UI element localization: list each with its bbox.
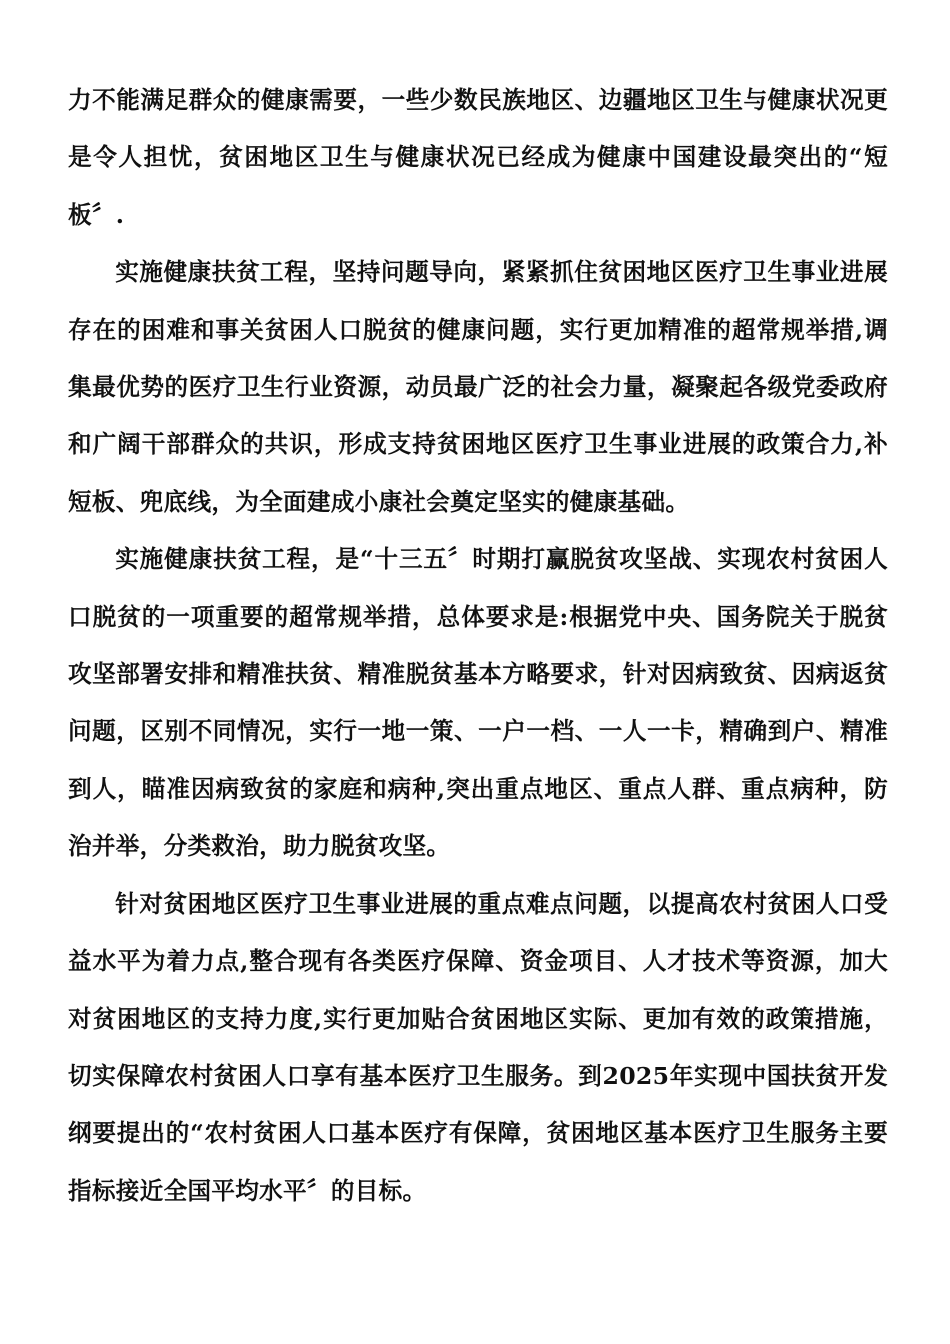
paragraph-overall-requirements: 实施健康扶贫工程，是“十三五〞时期打赢脱贫攻坚战、实现农村贫困人口脱贫的一项重要的超常规举措，总体要求是:根据党中央、国务院关于脱贫攻坚部署安排和精准扶贫、精准脱贫基本方略要求，针对因病致贫、因病返贫问题，区别不同情况，实行一地一策、一户一档、一人一卡，精确到户、精准到人，瞄准因病致贫的家庭和病种,突出重点地区、重点人群、重点病种，防治并举，分类救治，助力脱贫攻坚。 [68,545,888,861]
paragraph-continued: 力不能满足群众的健康需要，一些少数民族地区、边疆地区卫生与健康状况更是令人担忧，贫困地区卫生与健康状况已经成为健康中国建设最突出的“短板〞. [68,86,888,229]
document-body [68,72,888,1220]
paragraph-2025-goal: 针对贫困地区医疗卫生事业进展的重点难点问题，以提高农村贫困人口受益水平为着力点,整合现有各类医疗保障、资金项目、人才技术等资源，加大对贫困地区的支持力度,实行更加贴合贫困地区实际、更加有效的政策措施，切实保障农村贫困人口享有基本医疗卫生服务。到2025年实现中国扶贫开发纲要提出的“农村贫困人口基本医疗有保障，贫困地区基本医疗卫生服务主要指标接近全国平均水平〞的目标。 [68,889,888,1205]
paragraph-health-poverty-project: 实施健康扶贫工程，坚持问题导向，紧紧抓住贫困地区医疗卫生事业进展存在的困难和事关贫困人口脱贫的健康问题，实行更加精准的超常规举措,调集最优势的医疗卫生行业资源，动员最广泛的社会力量，凝聚起各级党委政府和广阔干部群众的共识，形成支持贫困地区医疗卫生事业进展的政策合力,补短板、兜底线，为全面建成小康社会奠定坚实的健康基础。 [68,258,888,516]
